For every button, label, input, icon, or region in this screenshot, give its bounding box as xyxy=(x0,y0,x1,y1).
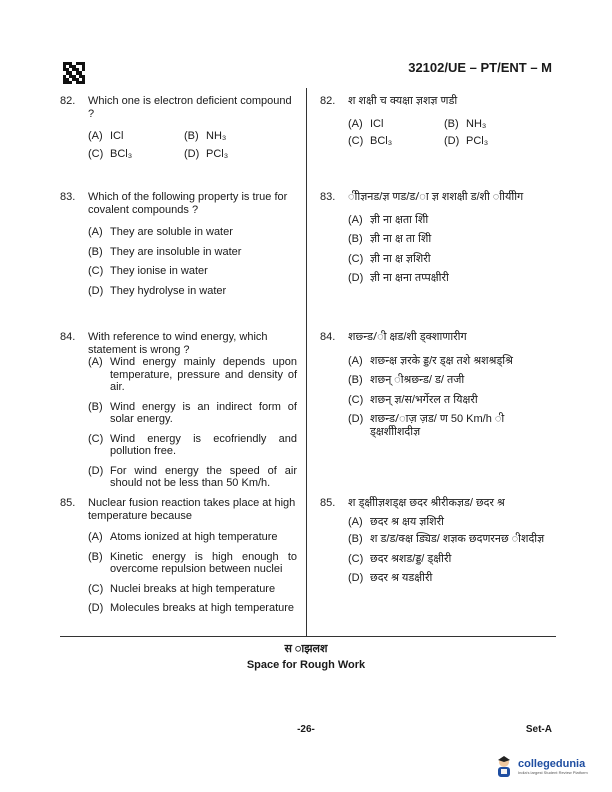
option-d: (D) PCl₃ xyxy=(444,135,489,147)
question-84-en xyxy=(60,331,297,490)
option-a: (A) ICl xyxy=(348,117,384,130)
option-d: (D) For wind energy the speed of air should not be less than 50 Km/h. xyxy=(88,464,297,489)
option-c: (C) They ionise in water xyxy=(88,265,208,277)
option-c: (C) Wind energy is ecofriendly and pollution free. xyxy=(88,432,297,457)
question-83-en xyxy=(60,191,297,297)
question-82-en xyxy=(60,95,297,160)
question-82-hi xyxy=(320,95,556,148)
set-label: Set-A xyxy=(525,724,552,735)
question-85-en xyxy=(60,497,297,615)
question-text: ीीज्ञनड/ज्ञ णड/ड/ा ज्ञ शशक्षी ड/शी ाीयीीग xyxy=(348,191,524,203)
column-divider xyxy=(306,88,307,636)
option-b: (B) श ड/ड/क्क्ष ड्यिड/ शज्ञक छदणरनछ ीशदीज्ञ xyxy=(348,533,545,545)
option-c: (C) छदर श्रशड/ड्ड/ ड्क्षीरी xyxy=(348,552,452,565)
option-a: (A) ICl xyxy=(88,130,124,142)
question-number: 85. xyxy=(60,497,76,509)
brand-tagline: India's largest Student Review Platform xyxy=(518,769,588,775)
option-b: (B) NH₃ xyxy=(184,130,227,142)
option-d: (D) They hydrolyse in water xyxy=(88,284,227,297)
question-number: 85. xyxy=(320,497,336,509)
question-85-hi xyxy=(320,497,556,585)
option-d: (D) PCl₃ xyxy=(184,147,229,160)
rough-work-label-hindi: स ाझलश xyxy=(284,643,328,655)
question-number: 84. xyxy=(60,331,76,343)
question-84-hi xyxy=(320,331,556,438)
paper-code: 32102/UE – PT/ENT – M xyxy=(408,60,552,75)
option-a: (A) Wind energy mainly depends upon temperature, pressure and density of air. xyxy=(88,356,297,393)
option-d: (D) Molecules breaks at high temperature xyxy=(88,602,295,614)
question-text: श ड्क्षीीज्ञशड्क्ष छदर श्रीरीकज्ञड/ छदर श्र xyxy=(348,497,505,509)
question-text: श शक्षी च क्यक्षा ज्ञशज्ञ णडी xyxy=(348,95,458,107)
option-a: (A) शछन्क्ष ज्ञरके ड्ड/र ड्क्ष तशे श्रशश्रड्श्रि xyxy=(348,354,513,367)
option-c: (C) BCl₃ xyxy=(88,147,133,160)
option-a: (A) छदर श्र क्षय ज्ञशिरी xyxy=(348,515,445,528)
question-text: Nuclear fusion reaction takes place at high temperature because xyxy=(88,497,296,522)
option-c: (C) ज्ञी ना क्ष ज्ञशिरी xyxy=(348,252,431,265)
option-c: (C) शछन् ज्ञ/स/भर्गेरल त यिक्षरी xyxy=(348,393,478,406)
question-83-hi xyxy=(320,191,556,285)
page-number: -26- xyxy=(297,724,315,735)
option-a: (A) Atoms ionized at high temperature xyxy=(88,531,278,543)
question-text: Which of the following property is true for covalent compounds ? xyxy=(88,191,288,216)
rough-work-label: Space for Rough Work xyxy=(246,659,366,671)
question-number: 82. xyxy=(320,95,336,107)
option-b: (B) Wind energy is an indirect form of solar energy. xyxy=(88,400,297,425)
option-c: (C) Nuclei breaks at high temperature xyxy=(88,582,276,595)
question-text: Which one is electron deficient compound ? xyxy=(88,95,292,120)
student-mascot-icon xyxy=(494,754,514,778)
question-text: शछ्न्ड/ी क्षड/शी ड्क्शाणारीग xyxy=(348,331,467,343)
question-number: 83. xyxy=(320,191,336,203)
question-number: 83. xyxy=(60,191,76,203)
option-d: (D) छदर श्र यडक्षीरी xyxy=(348,572,433,584)
option-b: (B) They are insoluble in water xyxy=(88,245,242,258)
option-a: (A) ज्ञी ना क्षता शीि xyxy=(348,213,429,226)
option-b: (B) Kinetic energy is high enough to overcome repulsion between nuclei xyxy=(88,550,297,575)
option-b: (B) शछन् ीश्रछन्ड/ ड/ तजी xyxy=(348,374,465,386)
option-c: (C) BCl₃ xyxy=(348,135,393,147)
rough-work-divider xyxy=(60,636,556,637)
question-number: 84. xyxy=(320,331,336,343)
question-text: With reference to wind energy, which statement is wrong ? xyxy=(88,331,268,356)
question-number: 82. xyxy=(60,95,76,107)
option-d: (D) शछन्ड/ाज़ ज़ड/ ण 50 Km/h ी ड्क्षशीीशदीज्ञ xyxy=(348,413,505,438)
option-b: (B) NH₃ xyxy=(444,117,487,130)
option-b: (B) ज्ञी ना क्ष ता शीि xyxy=(348,233,432,245)
option-d: (D) ज्ञी ना क्षना तप्पक्षीरी xyxy=(348,272,449,284)
brand-logo xyxy=(494,754,588,778)
qr-code xyxy=(63,62,85,84)
option-a: (A) They are soluble in water xyxy=(88,226,233,238)
brand-name: collegedunia xyxy=(518,757,586,770)
